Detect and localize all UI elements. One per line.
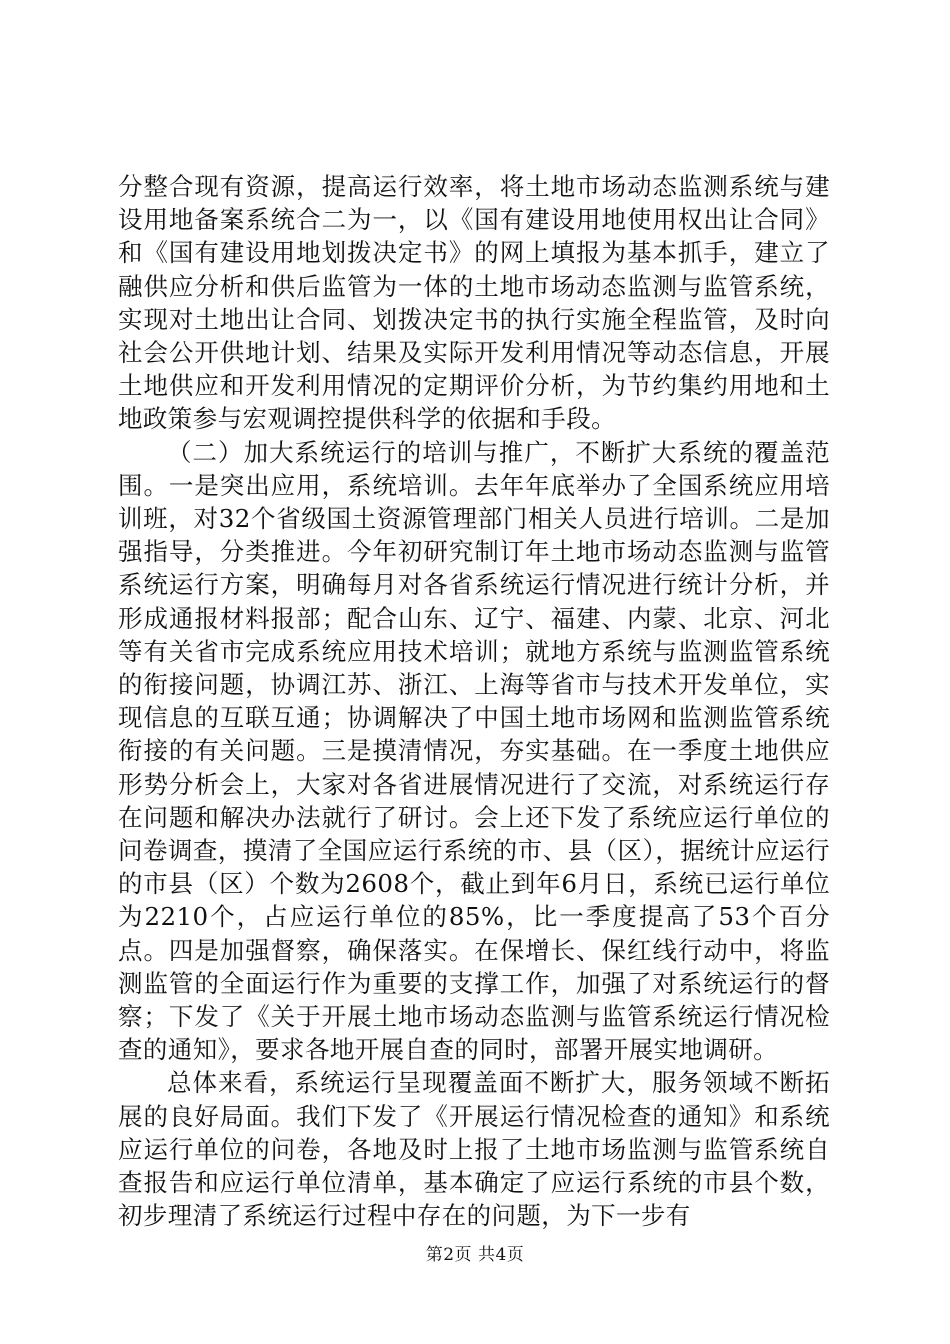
paragraph-3: 总体来看，系统运行呈现覆盖面不断扩大，服务领域不断拓展的良好局面。我们下发了《开展运行情况检查的通知》和系统应运行单位的问卷，各地及时上报了土地市场监测与监管系统自查报告和应运行单位清单，基本确定了应运行系统的市县个数，初步理清了系统运行过程中存在的问题，为下一步有	[118, 1068, 830, 1231]
paragraph-2: （二）加大系统运行的培训与推广，不断扩大系统的覆盖范围。一是突出应用，系统培训。去年年底举办了全国系统应用培训班，对32个省级国土资源管理部门相关人员进行培训。二是加强指导，分类推进。今年初研究制订年土地市场动态监测与监管系统运行方案，明确每月对各省系统运行情况进行统计分析，并形成通报材料报部；配合山东、辽宁、福建、内蒙、北京、河北等有关省市完成系统应用技术培训；就地方系统与监测监管系统的衔接问题，协调江苏、浙江、上海等省市与技术开发单位，实现信息的互联互通；协调解决了中国土地市场网和监测监管系统衔接的有关问题。三是摸清情况，夯实基础。在一季度土地供应形势分析会上，大家对各省进展情况进行了交流，对系统运行存在问题和解决办法就行了研讨。会上还下发了系统应运行单位的问卷调查，摸清了全国应运行系统的市、县（区），据统计应运行的市县（区）个数为2608个，截止到年6月日，系统已运行单位为2210个，占应运行单位的85%，比一季度提高了53个百分点。四是加强督察，确保落实。在保增长、保红线行动中，将监测监管的全面运行作为重要的支撑工作，加强了对系统运行的督察；下发了《关于开展土地市场动态监测与监管系统运行情况检查的通知》，要求各地开展自查的同时，部署开展实地调研。	[118, 437, 830, 1065]
paragraph-1: 分整合现有资源，提高运行效率，将土地市场动态监测系统与建设用地备案系统合二为一，以《国有建设用地使用权出让合同》和《国有建设用地划拨决定书》的网上填报为基本抓手，建立了融供应分析和供后监管为一体的土地市场动态监测与监管系统，实现对土地出让合同、划拨决定书的执行实施全程监管，及时向社会公开供地计划、结果及实际开发利用情况等动态信息，开展土地供应和开发利用情况的定期评价分析，为节约集约用地和土地政策参与宏观调控提供科学的依据和手段。	[118, 172, 830, 434]
body-text	[118, 170, 830, 1233]
page-number-footer: 第2页 共4页	[425, 1245, 525, 1265]
